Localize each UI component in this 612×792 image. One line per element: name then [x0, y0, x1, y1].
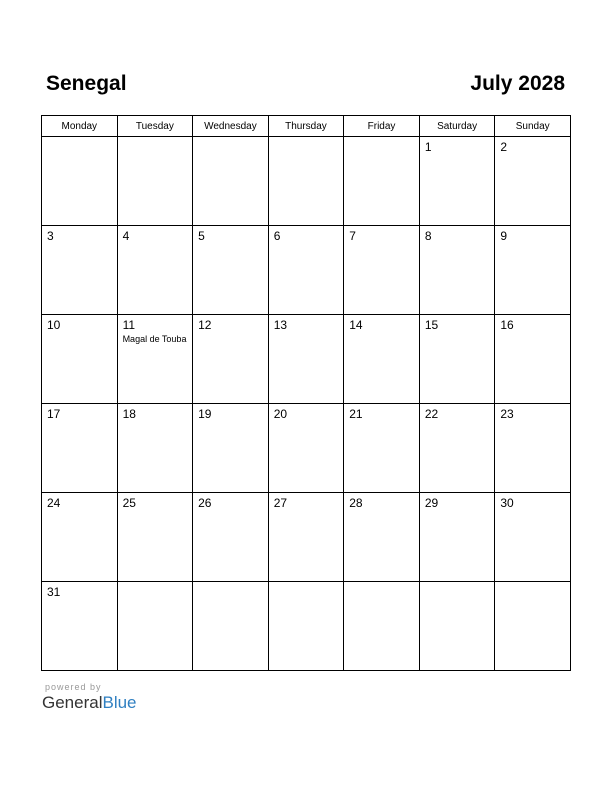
day-cell: [344, 493, 420, 582]
day-number: 7: [349, 229, 356, 243]
day-cell: [495, 404, 571, 493]
logo-general-text: General: [42, 693, 103, 712]
day-number: 22: [424, 407, 439, 421]
day-number: 14: [349, 318, 363, 332]
day-cell: [117, 493, 193, 582]
day-cell: [495, 315, 571, 404]
day-cell: [344, 404, 420, 493]
day-number: 29: [424, 496, 439, 510]
day-cell: [419, 137, 495, 226]
day-cell: [42, 582, 118, 671]
day-cell: [42, 226, 118, 315]
day-cell: [42, 404, 118, 493]
weekday-header-row: [42, 116, 571, 137]
day-number: 24: [47, 496, 61, 510]
weekday-header: Wednesday: [193, 116, 269, 137]
day-number: 17: [47, 407, 61, 421]
day-cell: [495, 137, 571, 226]
day-number: 26: [198, 496, 212, 510]
day-cell: [419, 226, 495, 315]
day-number: 8: [424, 229, 432, 243]
day-number: 2: [500, 140, 508, 154]
day-cell: [268, 404, 344, 493]
weekday-header: Saturday: [419, 116, 495, 137]
day-number: 12: [198, 318, 212, 332]
day-cell: [117, 137, 193, 226]
day-cell: [193, 582, 269, 671]
day-cell: [344, 315, 420, 404]
day-cell: [117, 315, 193, 404]
day-cell: [193, 137, 269, 226]
day-number: 3: [47, 229, 54, 243]
day-number: 13: [273, 318, 288, 332]
day-number: 21: [349, 407, 363, 421]
day-number: 30: [500, 496, 514, 510]
day-cell: [117, 582, 193, 671]
weekday-header: Sunday: [495, 116, 571, 137]
calendar-body: [42, 137, 571, 671]
day-cell: [42, 137, 118, 226]
day-number: 4: [122, 229, 130, 243]
day-cell: [495, 226, 571, 315]
day-number: 28: [349, 496, 363, 510]
day-cell: [344, 582, 420, 671]
logo-blue-text: Blue: [102, 693, 137, 712]
day-number: 1: [424, 140, 432, 154]
generalblue-logo: [42, 693, 137, 713]
day-number: 31: [47, 585, 61, 599]
day-cell: [419, 493, 495, 582]
day-cell: [495, 582, 571, 671]
day-cell: [495, 493, 571, 582]
day-number: 19: [198, 407, 212, 421]
day-cell: [193, 404, 269, 493]
weekday-header: Thursday: [268, 116, 344, 137]
day-number: 11: [122, 318, 136, 332]
day-cell: [419, 582, 495, 671]
calendar-grid: [41, 115, 571, 671]
week-row: [42, 226, 571, 315]
day-number: 18: [122, 407, 136, 421]
day-number: 23: [500, 407, 514, 421]
day-cell: [344, 137, 420, 226]
week-row: [42, 137, 571, 226]
week-row: [42, 404, 571, 493]
day-cell: [419, 404, 495, 493]
day-number: 9: [500, 229, 508, 243]
day-cell: [419, 315, 495, 404]
day-number: 20: [273, 407, 288, 421]
weekday-header: Friday: [344, 116, 420, 137]
day-cell: [268, 315, 344, 404]
day-number: 10: [47, 318, 61, 332]
week-row: [42, 582, 571, 671]
day-cell: [117, 404, 193, 493]
day-cell: [268, 137, 344, 226]
day-cell: [193, 315, 269, 404]
day-cell: [268, 493, 344, 582]
weekday-header: Tuesday: [117, 116, 193, 137]
day-cell: [117, 226, 193, 315]
day-number: 25: [122, 496, 136, 510]
day-number: 5: [198, 229, 205, 243]
week-row: [42, 315, 571, 404]
day-cell: [42, 315, 118, 404]
day-cell: [268, 582, 344, 671]
day-number: 6: [273, 229, 281, 243]
day-cell: [268, 226, 344, 315]
day-cell: [193, 226, 269, 315]
weekday-header: Monday: [42, 116, 118, 137]
day-number: 16: [500, 318, 514, 332]
day-cell: [193, 493, 269, 582]
holiday-label: Magal de Touba: [122, 334, 187, 344]
day-number: 15: [424, 318, 439, 332]
country-title: Senegal: [46, 72, 127, 95]
week-row: [42, 493, 571, 582]
powered-by-text: powered by: [45, 682, 102, 692]
month-year-title: July 2028: [470, 72, 565, 95]
day-number: 27: [273, 496, 288, 510]
day-cell: [344, 226, 420, 315]
day-cell: [42, 493, 118, 582]
